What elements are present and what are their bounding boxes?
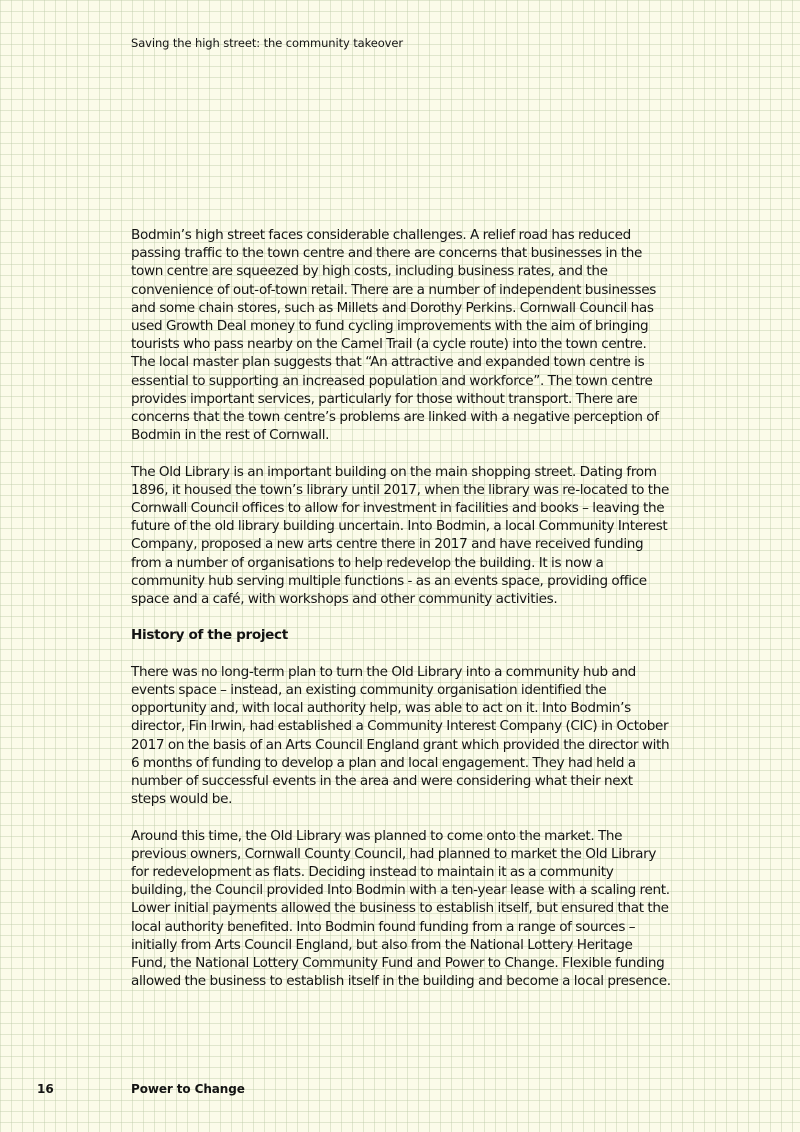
body-paragraph-3: There was no long-term plan to turn the Old Library into a community hub and events space – instead, an existing community organisation identified the opportunity and, with local authority help, was able to act on it. Into Bodmin’s director, Fin Irwin, had established a Community Interest Company (CIC) in October 2017 on the basis of an Arts Council England grant which provided the director with 6 months of funding to develop a plan and local engagement. They had held a number of successful events in the area and were considering what their next steps would be. bbox=[131, 663, 670, 808]
body-paragraph-2: The Old Library is an important building on the main shopping street. Dating from 1896, it housed the town’s library until 2017, when the library was re-located to the Cornwall Council offices to allow for investment in facilities and books – leaving the future of the old library building uncertain. Into Bodmin, a local Community Interest Company, proposed a new arts centre there in 2017 and have received funding from a number of organisations to help redevelop the building. It is now a community hub serving multiple functions - as an events space, providing office space and a café, with workshops and other community activities. bbox=[131, 463, 670, 608]
section-heading: History of the project bbox=[131, 627, 288, 644]
article-body bbox=[131, 226, 671, 1009]
running-header-title: Saving the high street: the community takeover bbox=[131, 36, 403, 50]
page-number: 16 bbox=[37, 1082, 54, 1096]
footer-publisher: Power to Change bbox=[131, 1082, 245, 1096]
body-paragraph-4: Around this time, the Old Library was planned to come onto the market. The previous owners, Cornwall County Council, had planned to market the Old Library for redevelopment as flats. Deciding instead to maintain it as a community building, the Council provided Into Bodmin with a ten-year lease with a scaling rent. Lower initial payments allowed the business to establish itself, but ensured that the local authority benefited. Into Bodmin found funding from a range of sources – initially from Arts Council England, but also from the National Lottery Heritage Fund, the National Lottery Community Fund and Power to Change. Flexible funding allowed the business to establish itself in the building and become a local presence. bbox=[131, 827, 671, 990]
body-paragraph-1: Bodmin’s high street faces considerable challenges. A relief road has reduced passing traffic to the town centre and there are concerns that businesses in the town centre are squeezed by high costs, including business rates, and the convenience of out-of-town retail. There are a number of independent businesses and some chain stores, such as Millets and Dorothy Perkins. Cornwall Council has used Growth Deal money to fund cycling improvements with the aim of bringing tourists who pass nearby on the Camel Trail (a cycle route) into the town centre. The local master plan suggests that “An attractive and expanded town centre is essential to supporting an increased population and workforce”. The town centre provides important services, particularly for those without transport. There are concerns that the town centre’s problems are linked with a negative perception of Bodmin in the rest of Cornwall. bbox=[131, 227, 659, 444]
